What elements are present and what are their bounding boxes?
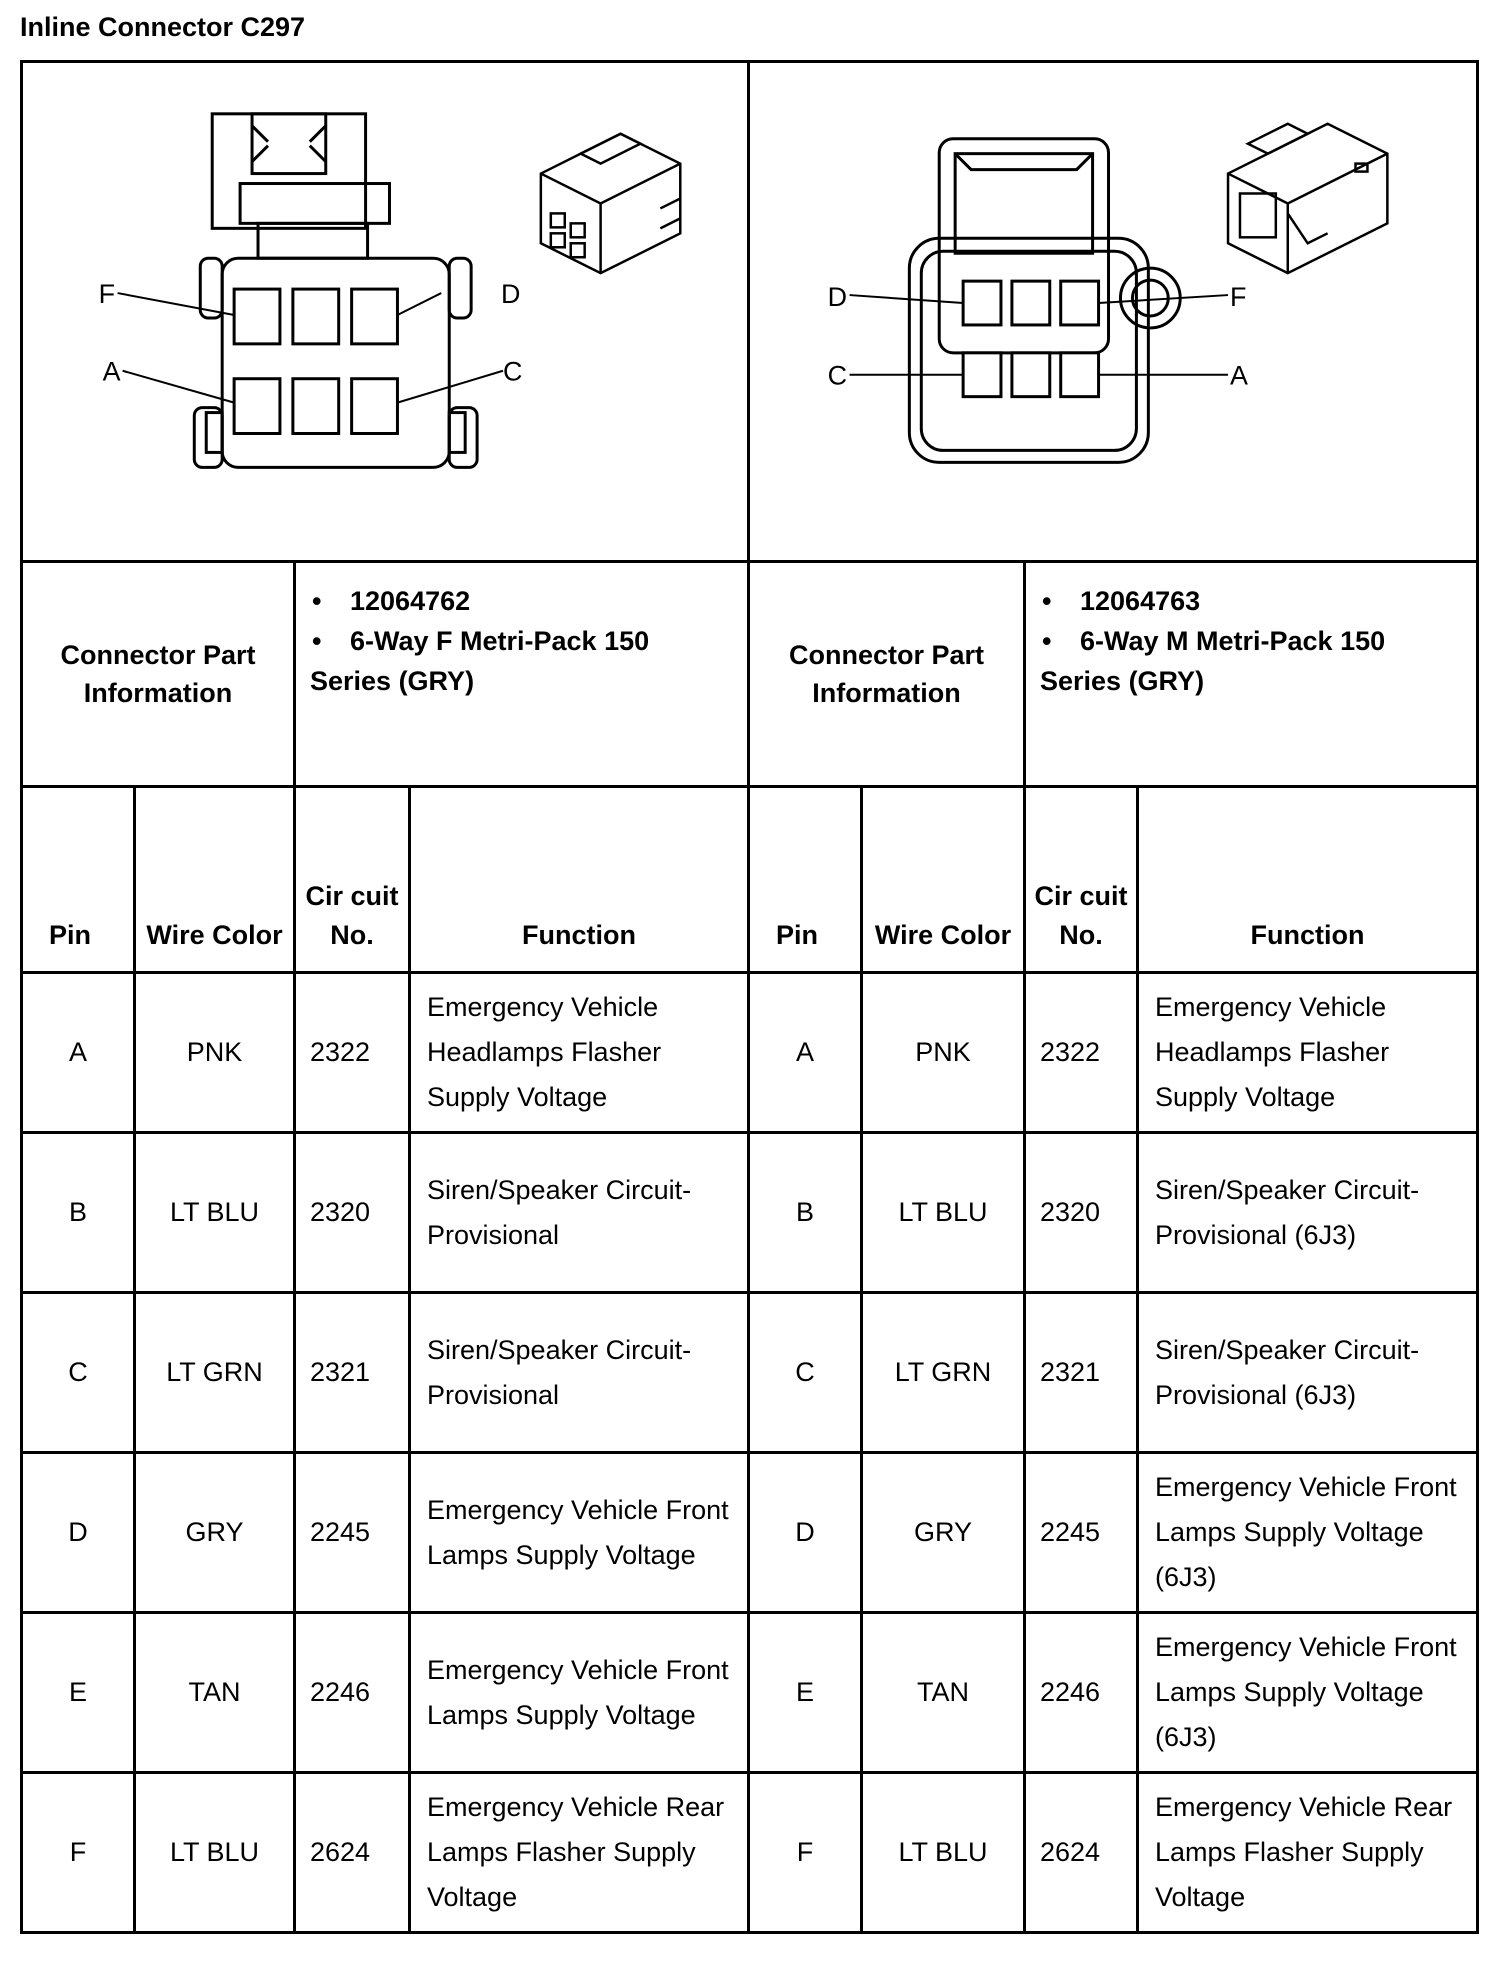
wire-color-cell: TAN — [862, 1613, 1025, 1773]
circuit-cell: 2624 — [1025, 1773, 1138, 1933]
function-cell: Emergency Vehicle Front Lamps Supply Voltage — [410, 1613, 749, 1773]
function-cell: Emergency Vehicle Front Lamps Supply Voltage (6J3) — [1138, 1453, 1478, 1613]
header-function: Function — [1138, 787, 1478, 973]
pin-cell: C — [749, 1293, 862, 1453]
table-row — [22, 1133, 1478, 1293]
pin-label-a: A — [1230, 360, 1248, 391]
circuit-cell: 2245 — [1025, 1453, 1138, 1613]
pin-cell: B — [749, 1133, 862, 1293]
table-row — [22, 1773, 1478, 1933]
pin-cell: D — [22, 1453, 135, 1613]
function-cell: Emergency Vehicle Front Lamps Supply Voltage — [410, 1453, 749, 1613]
right-info-item: • 12064763 — [1042, 586, 1201, 616]
wire-color-cell: TAN — [135, 1613, 295, 1773]
table-row — [22, 1293, 1478, 1453]
function-cell: Emergency Vehicle Rear Lamps Flasher Supply Voltage — [410, 1773, 749, 1933]
pin-label-d: D — [827, 282, 848, 313]
pin-label-f: F — [98, 279, 116, 310]
page-title: Inline Connector C297 — [20, 12, 306, 42]
circuit-cell: 2320 — [295, 1133, 410, 1293]
circuit-cell: 2246 — [295, 1613, 410, 1773]
pin-label-d: D — [501, 279, 521, 310]
pin-cell: A — [22, 973, 135, 1133]
pin-cell: A — [749, 973, 862, 1133]
right-info-label: Connector Part Information — [749, 562, 1025, 787]
circuit-cell: 2245 — [295, 1453, 410, 1613]
left-info-list — [310, 581, 733, 701]
circuit-cell: 2320 — [1025, 1133, 1138, 1293]
connector-table — [20, 60, 1479, 1934]
header-circuit: Cir cuit No. — [295, 787, 410, 973]
header-pin: Pin — [749, 787, 862, 973]
right-info-list — [1040, 581, 1462, 701]
function-cell: Emergency Vehicle Headlamps Flasher Supply Voltage — [410, 973, 749, 1133]
male-connector-diagram — [749, 62, 1478, 562]
left-info-item: • 6-Way F Metri-Pack 150 Series (GRY) — [310, 626, 650, 696]
pin-label-a: A — [102, 356, 121, 387]
circuit-cell: 2322 — [1025, 973, 1138, 1133]
wire-color-cell: GRY — [135, 1453, 295, 1613]
pin-cell: E — [749, 1613, 862, 1773]
function-cell: Siren/Speaker Circuit-Provisional (6J3) — [1138, 1133, 1478, 1293]
female-connector-drawing — [23, 63, 747, 560]
circuit-cell: 2322 — [295, 973, 410, 1133]
wire-color-cell: PNK — [862, 973, 1025, 1133]
left-info-value — [295, 562, 749, 787]
wire-color-cell: LT BLU — [135, 1773, 295, 1933]
table-row — [22, 1453, 1478, 1613]
header-circuit: Cir cuit No. — [1025, 787, 1138, 973]
pin-cell: E — [22, 1613, 135, 1773]
pin-cell: C — [22, 1293, 135, 1453]
pin-cell: B — [22, 1133, 135, 1293]
wire-color-cell: LT BLU — [862, 1133, 1025, 1293]
wire-color-cell: LT GRN — [135, 1293, 295, 1453]
wire-color-cell: LT BLU — [135, 1133, 295, 1293]
circuit-cell: 2321 — [1025, 1293, 1138, 1453]
header-wire-color: Wire Color — [135, 787, 295, 973]
function-cell: Siren/Speaker Circuit-Provisional (6J3) — [1138, 1293, 1478, 1453]
header-wire-color: Wire Color — [862, 787, 1025, 973]
left-info-label: Connector Part Information — [22, 562, 295, 787]
female-connector-diagram — [22, 62, 749, 562]
circuit-cell: 2246 — [1025, 1613, 1138, 1773]
wire-color-cell: LT BLU — [862, 1773, 1025, 1933]
left-info-item: • 12064762 — [312, 586, 471, 616]
function-cell: Emergency Vehicle Front Lamps Supply Voltage (6J3) — [1138, 1613, 1478, 1773]
function-cell: Emergency Vehicle Rear Lamps Flasher Supply Voltage — [1138, 1773, 1478, 1933]
right-info-item: • 6-Way M Metri-Pack 150 Series (GRY) — [1040, 626, 1386, 696]
circuit-cell: 2321 — [295, 1293, 410, 1453]
pin-cell: F — [22, 1773, 135, 1933]
right-info-value — [1025, 562, 1478, 787]
table-row — [22, 1613, 1478, 1773]
header-pin: Pin — [22, 787, 135, 973]
pin-label-c: C — [503, 356, 523, 387]
function-cell: Siren/Speaker Circuit-Provisional — [410, 1133, 749, 1293]
wire-color-cell: GRY — [862, 1453, 1025, 1613]
pin-label-f: F — [1230, 282, 1247, 313]
pin-cell: D — [749, 1453, 862, 1613]
wire-color-cell: LT GRN — [862, 1293, 1025, 1453]
female-connector-iso-icon — [541, 134, 680, 273]
circuit-cell: 2624 — [295, 1773, 410, 1933]
male-connector-drawing — [750, 63, 1476, 560]
wire-color-cell: PNK — [135, 973, 295, 1133]
header-function: Function — [410, 787, 749, 973]
pin-cell: F — [749, 1773, 862, 1933]
pin-label-c: C — [827, 360, 848, 391]
male-connector-iso-icon — [1228, 124, 1387, 273]
table-row — [22, 973, 1478, 1133]
function-cell: Emergency Vehicle Headlamps Flasher Supply Voltage — [1138, 973, 1478, 1133]
function-cell: Siren/Speaker Circuit-Provisional — [410, 1293, 749, 1453]
